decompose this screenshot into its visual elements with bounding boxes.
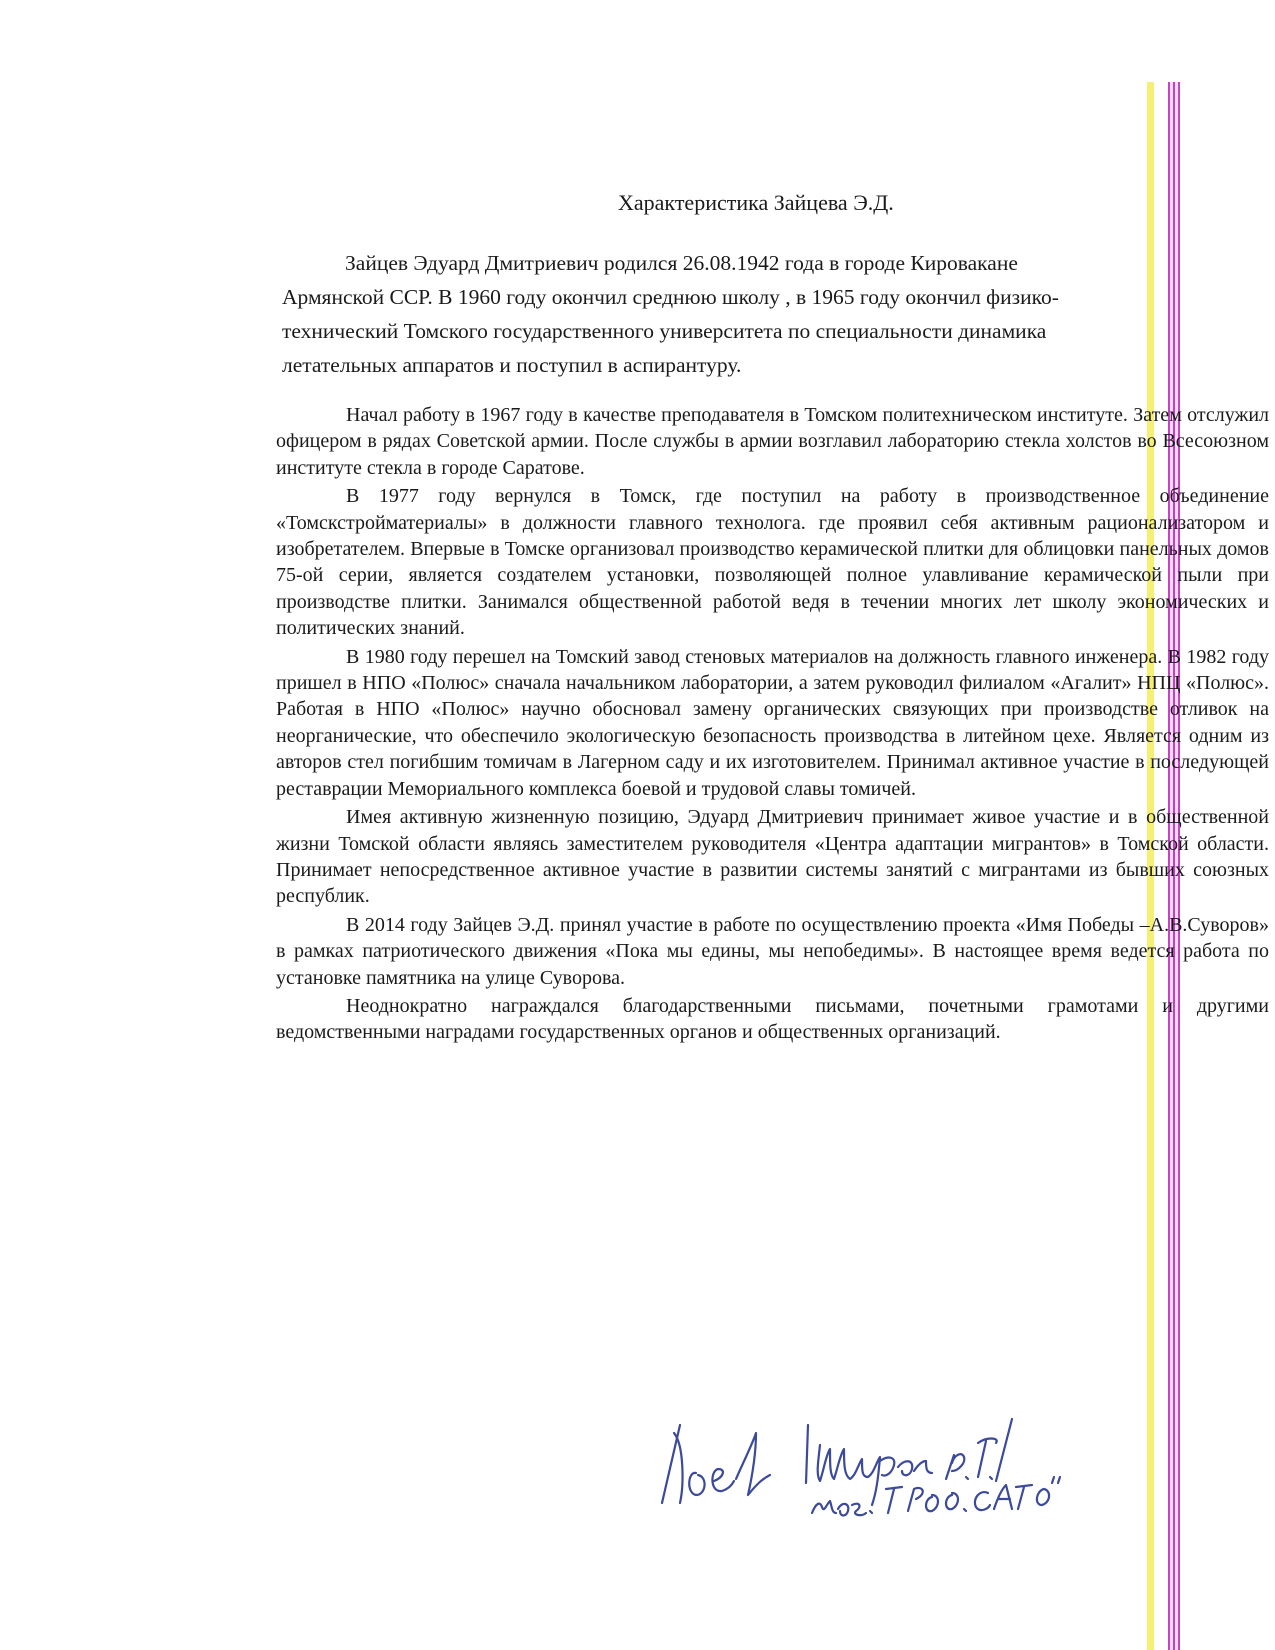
signature-title [886,1487,902,1513]
signature-name [996,1419,1012,1481]
body-paragraph: В 1977 году вернулся в Томск, где поступил на работу в производственное объединение «Томскстройматериалы» в должности главного технолога. где проявил себя активным рационализатором и изобретателем. Впервые в Томске организовал производство керамической плитки для облицовки панельных домов 75-ой серии, является создателем установки, позволяющей полное улавливание керамической пыли при производстве плитки. Занимался общественной работой ведя в течении многих лет школу экономических и политических знаний. [276,485,1269,640]
intro-line: Зайцев Эдуард Дмитриевич родился 26.08.1942 года в городе Кировакане [345,251,1018,275]
signature-title [1016,1485,1032,1509]
signature-title [926,1495,938,1511]
intro-paragraph [282,246,1217,382]
intro-line: летательных аппаратов и поступил в аспирантуру. [282,353,742,377]
signature-name [946,1454,964,1479]
signature-title [994,1485,1012,1509]
signature-name [818,1445,932,1505]
signature-title [870,1511,872,1513]
signature-scribble [689,1473,704,1495]
signature-title [838,1504,848,1516]
signature-title [964,1509,966,1511]
signature-title [852,1504,866,1515]
document-title: Характеристика Зайцева Э.Д. [618,190,894,215]
document-body [276,402,1269,1046]
body-paragraph: Неоднократно награждался благодарственными письмами, почетными грамотами и другими ведомственными наградами государственных органов и общественных организаций. [276,994,1269,1044]
signature-title [975,1492,990,1510]
signature-scribble [736,1433,770,1495]
signature-scribble [712,1469,734,1491]
body-paragraph: Имея активную жизненную позицию, Эдуард Дмитриевич принимает живое участие и в общественной жизни Томской области являясь заместителем руководителя «Центра адаптации мигрантов» в Томской области. Принимает непосредственное активное участие в развитии системы занятий с мигрантами из бывших союзных республик. [276,806,1269,908]
signature-name [990,1477,992,1479]
body-paragraph: В 1980 году перешел на Томский завод стеновых материалов на должность главного инженера. В 1982 году пришел в НПО «Полюс» сначала начальником лаборатории, а затем руководил филиалом «Агалит» НПЦ «Полюс». Работая в НПО «Полюс» научно обосновал замену органических связующих при производстве отливок на неорганические, что обеспечило экологическую безопасность производства в литейном цехе. Является одним из авторов стел погибшим томичам в Лагерном саду и их изготовителем. Принимал активное участие в последующей реставрации Мемориального комплекса боевой и трудовой славы томичей. [276,645,1269,800]
intro-line: технический Томского государственного университета по специальности динамика [282,319,1047,343]
signature-name [978,1439,997,1478]
handwritten-signature [640,1385,1110,1525]
signature-title [1037,1489,1049,1505]
signature-title [812,1501,836,1513]
body-paragraph: Начал работу в 1967 году в качестве преподавателя в Томском политехническом институте. Затем отслужил офицером в рядах Советской армии. После службы в армии возглавил лабораторию стекла холстов во Всесоюзном институте стекла в городе Саратове. [276,404,1269,479]
signature-title [908,1488,923,1511]
body-paragraph: В 2014 году Зайцев Э.Д. принял участие в работе по осуществлению проекта «Имя Победы –А.В.Суворов» в рамках патриотического движения «Пока мы едины, мы непобедимы». В настоящее время ведется работа по установке памятника на улице Суворова. [276,913,1269,989]
signature-scribble [806,1425,808,1483]
intro-line: Армянской ССР. В 1960 году окончил среднюю школу , в 1965 году окончил физико- [282,285,1059,309]
signature-title [946,1493,958,1509]
signature-name [966,1477,968,1479]
signature-title [1052,1477,1060,1483]
